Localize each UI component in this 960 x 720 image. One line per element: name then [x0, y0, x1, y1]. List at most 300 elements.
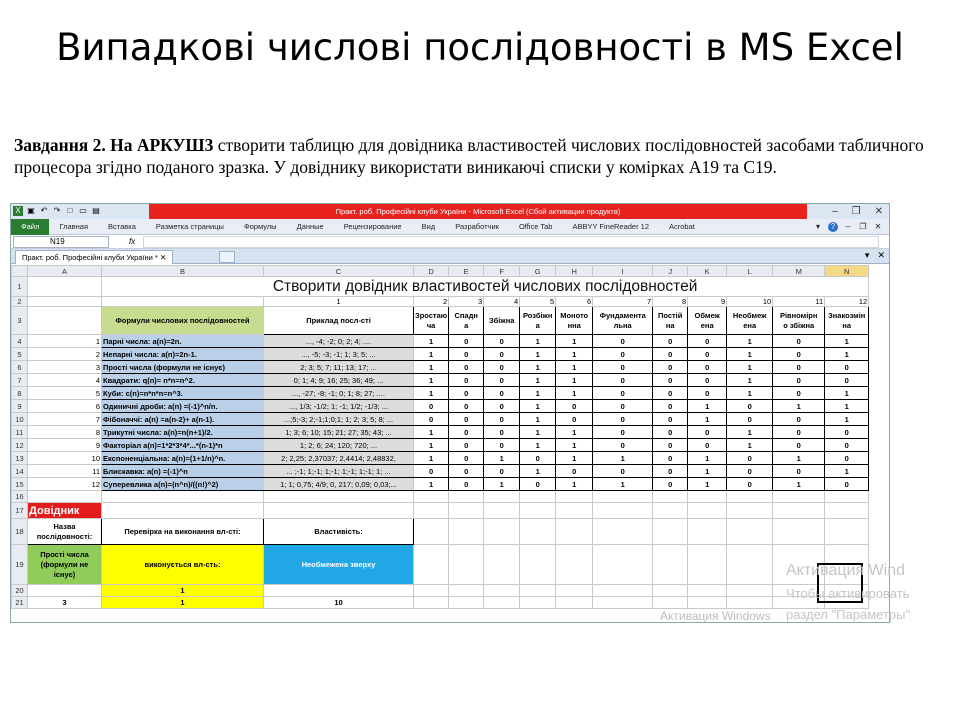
property-value[interactable]: 1: [688, 478, 727, 491]
col-header-i[interactable]: I: [593, 266, 653, 277]
sequence-example[interactable]: ..., -27; -8; -1; 0; 1; 8; 27; ....: [264, 387, 414, 400]
number-cell[interactable]: 8: [653, 297, 688, 307]
row-header[interactable]: 19: [12, 545, 28, 585]
property-value[interactable]: 0: [449, 426, 484, 439]
empty-cell[interactable]: [688, 519, 727, 545]
sheet-title-cell[interactable]: Створити довідник властивостей числових послідовностей: [102, 277, 869, 297]
property-value[interactable]: 0: [484, 374, 520, 387]
close-workbook-icon[interactable]: ✕: [874, 221, 882, 231]
sequence-formula[interactable]: Факторіал a(n)=1*2*3*4*...*(n-1)*n: [102, 439, 264, 452]
property-value[interactable]: 1: [593, 452, 653, 465]
empty-cell[interactable]: [653, 491, 688, 503]
property-value[interactable]: 0: [484, 335, 520, 348]
empty-cell[interactable]: [264, 491, 414, 503]
number-cell[interactable]: 2: [414, 297, 449, 307]
row-header[interactable]: 13: [12, 452, 28, 465]
restore-workbook-icon[interactable]: ❐: [859, 221, 867, 231]
property-value[interactable]: 0: [825, 478, 869, 491]
sequence-number[interactable]: 11: [28, 465, 102, 478]
empty-cell[interactable]: [688, 597, 727, 609]
help-icon[interactable]: ?: [828, 222, 838, 232]
property-header[interactable]: [727, 307, 773, 335]
property-value[interactable]: 0: [773, 348, 825, 361]
empty-cell[interactable]: [688, 503, 727, 519]
empty-cell[interactable]: [727, 585, 773, 597]
number-cell[interactable]: 12: [825, 297, 869, 307]
empty-cell[interactable]: [653, 597, 688, 609]
property-value[interactable]: 0: [520, 452, 556, 465]
tab-insert[interactable]: Вставка: [108, 222, 136, 231]
tab-acrobat[interactable]: Acrobat: [669, 222, 695, 231]
minimize-ribbon-icon[interactable]: –: [845, 221, 851, 231]
property-value[interactable]: 1: [484, 452, 520, 465]
empty-cell[interactable]: [484, 491, 520, 503]
empty-cell[interactable]: [449, 597, 484, 609]
property-value[interactable]: 0: [593, 439, 653, 452]
property-header[interactable]: [484, 307, 520, 335]
formula-header[interactable]: Формули числових послідовностей: [102, 307, 264, 335]
property-value[interactable]: 1: [825, 348, 869, 361]
property-value[interactable]: 1: [414, 478, 449, 491]
check-header[interactable]: Перевірка на виконання вл-сті:: [102, 519, 264, 545]
empty-cell[interactable]: [688, 585, 727, 597]
property-value[interactable]: 1: [727, 439, 773, 452]
sequence-example[interactable]: 1; 1; 0,75; 4/9; 0, 217; 0,09; 0,03;...: [264, 478, 414, 491]
property-value[interactable]: 0: [653, 335, 688, 348]
property-header[interactable]: [825, 307, 869, 335]
property-value[interactable]: 0: [414, 413, 449, 426]
property-value[interactable]: 1: [593, 478, 653, 491]
col-header-k[interactable]: K: [688, 266, 727, 277]
number-cell[interactable]: 10: [727, 297, 773, 307]
property-value[interactable]: 1: [556, 361, 593, 374]
row-header[interactable]: 1: [12, 277, 28, 297]
property-value[interactable]: 0: [773, 426, 825, 439]
property-value[interactable]: 1: [414, 335, 449, 348]
row-header[interactable]: 16: [12, 491, 28, 503]
empty-cell[interactable]: [484, 597, 520, 609]
sequence-example[interactable]: ..., 1/3; -1/2; 1; -1; 1/2; -1/3; ...: [264, 400, 414, 413]
col-header-c[interactable]: C: [264, 266, 414, 277]
new-file-icon[interactable]: □: [67, 206, 73, 215]
property-value[interactable]: 1: [556, 335, 593, 348]
tab-data[interactable]: Данные: [296, 222, 324, 231]
tab-menu-icon[interactable]: ▾: [864, 250, 870, 260]
number-cell[interactable]: 9: [688, 297, 727, 307]
sequence-formula[interactable]: Трикутні числа: a(n)=n(n+1)/2.: [102, 426, 264, 439]
property-value[interactable]: 0: [773, 361, 825, 374]
property-value[interactable]: 0: [727, 413, 773, 426]
sequence-formula[interactable]: Одиничні дроби: a(n) =(-1)^n/n.: [102, 400, 264, 413]
property-value[interactable]: 0: [449, 452, 484, 465]
number-cell[interactable]: 7: [593, 297, 653, 307]
property-value[interactable]: 0: [484, 387, 520, 400]
property-value[interactable]: 0: [449, 478, 484, 491]
property-value[interactable]: 0: [593, 348, 653, 361]
property-value[interactable]: 0: [727, 465, 773, 478]
row-header[interactable]: 3: [12, 307, 28, 335]
tab-home[interactable]: Главная: [59, 222, 88, 231]
row-header[interactable]: 21: [12, 597, 28, 609]
sequence-number[interactable]: 8: [28, 426, 102, 439]
empty-cell[interactable]: [484, 519, 520, 545]
empty-cell[interactable]: [773, 519, 825, 545]
row-header[interactable]: 11: [12, 426, 28, 439]
col-header-g[interactable]: G: [520, 266, 556, 277]
property-value[interactable]: 1: [520, 387, 556, 400]
property-value[interactable]: 1: [688, 413, 727, 426]
property-value[interactable]: 0: [653, 413, 688, 426]
empty-cell[interactable]: [556, 503, 593, 519]
property-header[interactable]: [556, 307, 593, 335]
property-value[interactable]: 1: [414, 452, 449, 465]
property-value[interactable]: 0: [727, 452, 773, 465]
property-header[interactable]: [520, 307, 556, 335]
sequence-example[interactable]: ...;5;-3; 2;-1;1;0;1; 1; 2; 3; 5; 8; ...: [264, 413, 414, 426]
property-value[interactable]: 1: [773, 452, 825, 465]
sequence-example[interactable]: 1; 2; 6; 24; 120; 720; ...: [264, 439, 414, 452]
sequence-example[interactable]: 0; 1; 4; 9; 16; 25; 36; 49; ...: [264, 374, 414, 387]
property-value[interactable]: 0: [449, 400, 484, 413]
empty-cell[interactable]: [520, 545, 556, 585]
empty-cell[interactable]: [593, 585, 653, 597]
number-cell[interactable]: 1: [264, 297, 414, 307]
number-cell[interactable]: 11: [773, 297, 825, 307]
property-value[interactable]: 0: [449, 374, 484, 387]
row-header[interactable]: 6: [12, 361, 28, 374]
col-header-j[interactable]: J: [653, 266, 688, 277]
property-value[interactable]: 1: [414, 361, 449, 374]
property-value[interactable]: 1: [727, 335, 773, 348]
property-value[interactable]: 0: [414, 400, 449, 413]
row-header[interactable]: 14: [12, 465, 28, 478]
property-value[interactable]: 0: [825, 439, 869, 452]
sequence-index[interactable]: 3: [28, 597, 102, 609]
number-cell[interactable]: 6: [556, 297, 593, 307]
col-header-h[interactable]: H: [556, 266, 593, 277]
property-value[interactable]: 0: [825, 361, 869, 374]
property-header[interactable]: [449, 307, 484, 335]
property-value[interactable]: 1: [727, 374, 773, 387]
property-value[interactable]: 1: [556, 426, 593, 439]
property-value[interactable]: 1: [520, 465, 556, 478]
property-value[interactable]: 1: [520, 361, 556, 374]
property-value[interactable]: 0: [688, 361, 727, 374]
empty-cell[interactable]: [484, 545, 520, 585]
property-value[interactable]: 1: [556, 452, 593, 465]
print-icon[interactable]: ▤: [92, 206, 100, 215]
property-value[interactable]: 1: [414, 439, 449, 452]
property-value[interactable]: 1: [773, 400, 825, 413]
tab-formulas[interactable]: Формулы: [243, 222, 277, 231]
row-header[interactable]: 2: [12, 297, 28, 307]
row-header[interactable]: 4: [12, 335, 28, 348]
property-value[interactable]: 0: [688, 439, 727, 452]
property-value[interactable]: 0: [484, 465, 520, 478]
sequence-example[interactable]: ... ;-1; 1;-1; 1;-1; 1;-1; 1;-1; 1; ...: [264, 465, 414, 478]
col-header-f[interactable]: F: [484, 266, 520, 277]
check-flag[interactable]: 1: [102, 597, 264, 609]
example-header[interactable]: Приклад посл-сті: [264, 307, 414, 335]
property-value[interactable]: 0: [653, 400, 688, 413]
row-header[interactable]: 15: [12, 478, 28, 491]
property-value[interactable]: 0: [727, 400, 773, 413]
row-header[interactable]: 17: [12, 503, 28, 519]
empty-cell[interactable]: [449, 545, 484, 585]
empty-cell[interactable]: [264, 585, 414, 597]
property-value[interactable]: 1: [727, 387, 773, 400]
col-header-a[interactable]: A: [28, 266, 102, 277]
empty-cell[interactable]: [556, 545, 593, 585]
empty-cell[interactable]: [414, 503, 449, 519]
property-value[interactable]: 0: [449, 361, 484, 374]
sequence-example[interactable]: 1; 3; 6; 10; 15; 21; 27; 35; 43; ...: [264, 426, 414, 439]
reference-title[interactable]: Довідник: [28, 503, 102, 519]
tab-developer[interactable]: Разработчик: [455, 222, 499, 231]
property-value[interactable]: 1: [520, 426, 556, 439]
row-header[interactable]: 18: [12, 519, 28, 545]
property-value[interactable]: 1: [688, 400, 727, 413]
redo-icon[interactable]: ↷: [53, 206, 61, 215]
sequence-formula[interactable]: Експоненціальна: a(n)=(1+1/n)^n.: [102, 452, 264, 465]
sequence-number[interactable]: 9: [28, 439, 102, 452]
property-value[interactable]: 0: [825, 452, 869, 465]
formula-input[interactable]: [143, 236, 879, 248]
property-value[interactable]: 0: [773, 335, 825, 348]
empty-cell[interactable]: [102, 491, 264, 503]
property-value[interactable]: 1: [520, 400, 556, 413]
sequence-dropdown[interactable]: Прості числа (формули не існує): [28, 545, 102, 585]
property-header[interactable]: [688, 307, 727, 335]
empty-cell[interactable]: [727, 519, 773, 545]
empty-cell[interactable]: [414, 519, 449, 545]
tab-abbyy[interactable]: ABBYY FineReader 12: [572, 222, 650, 231]
property-value[interactable]: 0: [593, 465, 653, 478]
sequence-number[interactable]: 6: [28, 400, 102, 413]
tab-office-tab[interactable]: Office Tab: [518, 222, 553, 231]
sequence-formula[interactable]: Суперевлика a(n)=(n^n)/((n!)^2): [102, 478, 264, 491]
empty-cell[interactable]: [727, 545, 773, 585]
empty-cell[interactable]: [653, 519, 688, 545]
empty-cell[interactable]: [773, 503, 825, 519]
property-value[interactable]: 1: [825, 400, 869, 413]
property-value[interactable]: 1: [414, 426, 449, 439]
empty-cell[interactable]: [520, 585, 556, 597]
empty-cell[interactable]: [520, 491, 556, 503]
empty-cell[interactable]: [414, 585, 449, 597]
property-value[interactable]: 1: [825, 387, 869, 400]
property-value[interactable]: 0: [688, 387, 727, 400]
number-cell[interactable]: 3: [449, 297, 484, 307]
row-header[interactable]: 5: [12, 348, 28, 361]
property-value[interactable]: 0: [414, 465, 449, 478]
property-value[interactable]: 0: [449, 387, 484, 400]
property-value[interactable]: 0: [484, 439, 520, 452]
property-value[interactable]: 0: [653, 387, 688, 400]
property-value[interactable]: 0: [653, 374, 688, 387]
sequence-formula[interactable]: Блискавка: a(n) =(-1)^n: [102, 465, 264, 478]
sequence-example[interactable]: 2; 3; 5; 7; 11; 13; 17; ...: [264, 361, 414, 374]
col-header-m[interactable]: M: [773, 266, 825, 277]
property-value[interactable]: 0: [688, 374, 727, 387]
property-value[interactable]: 1: [556, 348, 593, 361]
property-value[interactable]: 0: [653, 465, 688, 478]
property-value[interactable]: 1: [414, 374, 449, 387]
property-value[interactable]: 0: [653, 452, 688, 465]
property-value[interactable]: 0: [825, 374, 869, 387]
property-value[interactable]: 0: [593, 361, 653, 374]
tab-file[interactable]: Файл: [11, 219, 49, 235]
property-value[interactable]: 0: [484, 361, 520, 374]
restore-icon[interactable]: ❐: [851, 206, 861, 217]
property-value[interactable]: 0: [593, 387, 653, 400]
sequence-formula[interactable]: Прості числа (формули не існує): [102, 361, 264, 374]
empty-cell[interactable]: [593, 597, 653, 609]
property-value[interactable]: 1: [520, 348, 556, 361]
property-value[interactable]: 0: [556, 413, 593, 426]
sequence-example[interactable]: ..., -4; -2; 0; 2; 4; ....: [264, 335, 414, 348]
empty-cell[interactable]: [593, 545, 653, 585]
undo-icon[interactable]: ↶: [40, 206, 48, 215]
tab-review[interactable]: Рецензирование: [343, 222, 402, 231]
number-cell[interactable]: 4: [484, 297, 520, 307]
empty-cell[interactable]: [102, 297, 264, 307]
property-value[interactable]: 0: [773, 387, 825, 400]
sequence-number[interactable]: 12: [28, 478, 102, 491]
sequence-number[interactable]: 5: [28, 387, 102, 400]
empty-cell[interactable]: [449, 585, 484, 597]
property-value[interactable]: 0: [593, 374, 653, 387]
empty-cell[interactable]: [593, 491, 653, 503]
property-value[interactable]: 0: [484, 348, 520, 361]
tab-page-layout[interactable]: Разметка страницы: [155, 222, 224, 231]
col-header-b[interactable]: B: [102, 266, 264, 277]
property-value[interactable]: 1: [414, 348, 449, 361]
sequence-formula[interactable]: Парні числа: a(n)=2n.: [102, 335, 264, 348]
property-value[interactable]: 0: [773, 465, 825, 478]
empty-cell[interactable]: [449, 503, 484, 519]
property-value[interactable]: 0: [773, 374, 825, 387]
save-icon[interactable]: ▣: [27, 206, 35, 215]
property-value[interactable]: 1: [727, 348, 773, 361]
new-tab-button[interactable]: [219, 251, 235, 263]
select-all-corner[interactable]: [12, 266, 28, 277]
property-value[interactable]: 0: [773, 439, 825, 452]
fx-icon[interactable]: fx: [129, 237, 136, 246]
property-value[interactable]: 1: [688, 452, 727, 465]
empty-cell[interactable]: [653, 585, 688, 597]
property-value[interactable]: 0: [653, 478, 688, 491]
empty-cell[interactable]: [727, 491, 773, 503]
property-value[interactable]: 0: [653, 426, 688, 439]
property-value[interactable]: 0: [688, 348, 727, 361]
property-value[interactable]: 1: [414, 387, 449, 400]
check-value[interactable]: 1: [102, 585, 264, 597]
empty-cell[interactable]: [556, 519, 593, 545]
sequence-number[interactable]: 1: [28, 335, 102, 348]
empty-cell[interactable]: [688, 491, 727, 503]
property-header-c[interactable]: Властивість:: [264, 519, 414, 545]
property-header[interactable]: [414, 307, 449, 335]
empty-cell[interactable]: [773, 491, 825, 503]
property-header[interactable]: [653, 307, 688, 335]
name-box[interactable]: N19: [13, 236, 109, 248]
sequence-formula[interactable]: Непарні числа: a(n)=2n-1.: [102, 348, 264, 361]
property-header[interactable]: [593, 307, 653, 335]
property-value[interactable]: 1: [727, 426, 773, 439]
tab-close-icon[interactable]: ✕: [877, 250, 885, 260]
minimize-icon[interactable]: –: [832, 206, 838, 217]
empty-cell[interactable]: [688, 545, 727, 585]
property-value[interactable]: 0: [653, 361, 688, 374]
row-header[interactable]: 12: [12, 439, 28, 452]
check-result[interactable]: виконується вл-сть:: [102, 545, 264, 585]
close-icon[interactable]: ✕: [874, 206, 883, 217]
empty-cell[interactable]: [825, 519, 869, 545]
empty-cell[interactable]: [484, 585, 520, 597]
property-value[interactable]: 0: [449, 439, 484, 452]
sequence-number[interactable]: 3: [28, 361, 102, 374]
property-value[interactable]: 1: [825, 465, 869, 478]
empty-cell[interactable]: [593, 519, 653, 545]
empty-cell[interactable]: [727, 503, 773, 519]
property-value[interactable]: 1: [556, 478, 593, 491]
row-header[interactable]: 10: [12, 413, 28, 426]
empty-cell[interactable]: [102, 503, 264, 519]
empty-cell[interactable]: [825, 491, 869, 503]
empty-cell[interactable]: [520, 503, 556, 519]
empty-cell[interactable]: [28, 277, 102, 297]
empty-cell[interactable]: [414, 545, 449, 585]
property-value[interactable]: 0: [593, 335, 653, 348]
property-value[interactable]: 0: [593, 400, 653, 413]
sequence-formula[interactable]: Фібоначчі: a(n) =a(n-2)+ a(n-1).: [102, 413, 264, 426]
property-value[interactable]: 0: [653, 439, 688, 452]
property-value[interactable]: 0: [727, 478, 773, 491]
chevron-down-icon[interactable]: ▾: [815, 221, 820, 231]
property-value[interactable]: 0: [449, 335, 484, 348]
property-value[interactable]: 1: [825, 413, 869, 426]
empty-cell[interactable]: [556, 585, 593, 597]
sequence-formula[interactable]: Куби: c(n)=n*n*n=n^3.: [102, 387, 264, 400]
property-value[interactable]: 1: [727, 361, 773, 374]
property-dropdown[interactable]: Необмежена зверху: [264, 545, 414, 585]
empty-cell[interactable]: [556, 597, 593, 609]
empty-cell[interactable]: [449, 491, 484, 503]
number-cell[interactable]: 5: [520, 297, 556, 307]
empty-cell[interactable]: [414, 597, 449, 609]
row-header[interactable]: 9: [12, 400, 28, 413]
property-value[interactable]: 1: [520, 439, 556, 452]
empty-cell[interactable]: [653, 545, 688, 585]
property-value[interactable]: 1: [484, 478, 520, 491]
sequence-example[interactable]: 2; 2,25; 2,37037; 2,4414; 2,48832,: [264, 452, 414, 465]
property-value[interactable]: 1: [773, 478, 825, 491]
empty-cell[interactable]: [28, 491, 102, 503]
property-value[interactable]: 1: [688, 465, 727, 478]
empty-cell[interactable]: [28, 307, 102, 335]
property-value[interactable]: 0: [556, 400, 593, 413]
col-header-l[interactable]: L: [727, 266, 773, 277]
property-value[interactable]: 1: [556, 439, 593, 452]
document-tab[interactable]: Практ. роб. Професійні клуби України * ✕: [15, 250, 173, 264]
property-value[interactable]: 0: [688, 426, 727, 439]
sequence-example[interactable]: ..., -5; -3; -1; 1; 3; 5; ...: [264, 348, 414, 361]
col-header-e[interactable]: E: [449, 266, 484, 277]
empty-cell[interactable]: [520, 597, 556, 609]
row-header[interactable]: 8: [12, 387, 28, 400]
empty-cell[interactable]: [653, 503, 688, 519]
